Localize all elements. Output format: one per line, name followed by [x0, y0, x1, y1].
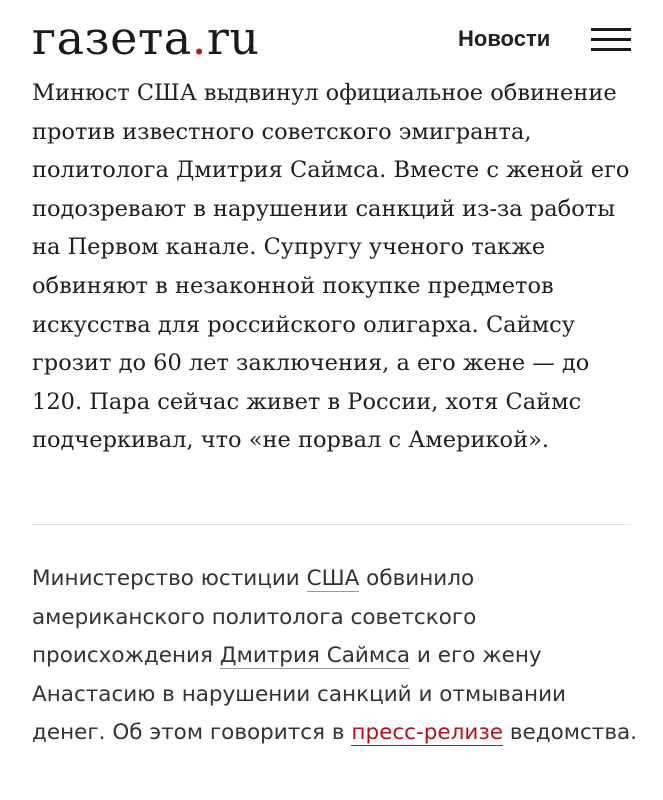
menu-bar	[591, 48, 631, 51]
article-paragraph	[32, 560, 637, 753]
paragraph-text: и его жену Анастасию в нарушении санкций и отмывании денег. Об этом говорится в	[32, 643, 567, 746]
article-lead: Минюст США выдвинул официальное обвинение против известного советского эмигранта, политолога Дмитрия Саймса. Вместе с женой его подозревают в нарушении санкций из-за работы на Первом канале. Супругу ученого также обвиняют в незаконной покупке предметов искусства для российского олигарха. Саймсу грозит до 60 лет заключения, а его жене — до 120. Пара сейчас живет в России, хотя Саймс подчеркивал, что «не порвал с Америкой».	[32, 80, 630, 454]
site-logo[interactable]	[32, 10, 259, 66]
menu-bar	[591, 38, 631, 41]
press-release-link[interactable]: пресс-релизе	[351, 720, 503, 746]
tag-link-simes[interactable]: Дмитрия Саймса	[219, 643, 411, 669]
divider	[32, 524, 631, 525]
paragraph-text: Министерство юстиции	[32, 566, 307, 591]
site-header	[0, 0, 663, 78]
logo-dot: .	[191, 11, 207, 65]
menu-bar	[591, 28, 631, 31]
paragraph-text: обвинило американского политолога советского происхождения	[32, 566, 477, 669]
tag-link-usa[interactable]: США	[306, 566, 360, 591]
logo-tld: ru	[206, 11, 260, 65]
paragraph-text: ведомства.	[503, 720, 637, 746]
nav-news-link[interactable]: Новости	[458, 26, 551, 51]
logo-main: газета	[32, 11, 192, 65]
hamburger-menu-icon[interactable]	[591, 28, 631, 52]
